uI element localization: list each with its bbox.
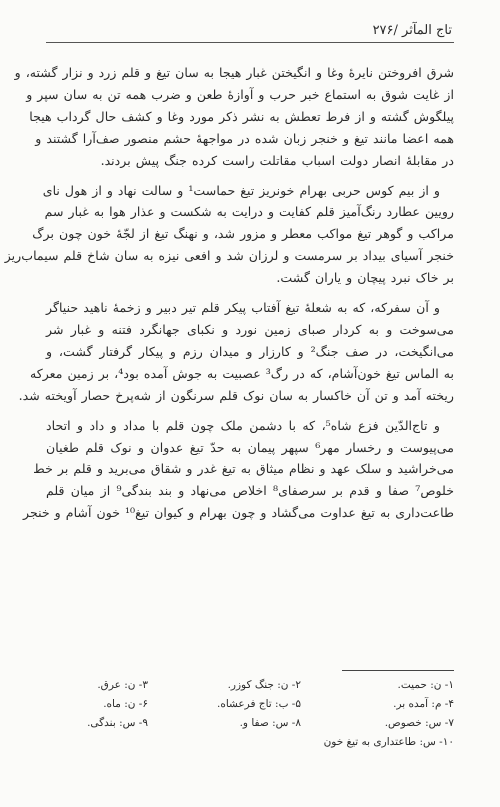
footnote-item: ۴- م: آمده بر. xyxy=(393,698,454,710)
text-line: رویین عطارد رنگ‌آمیز قلم کفایت و درایت به شکست و عذار هوا به غبار سم xyxy=(44,204,454,220)
footnote-divider xyxy=(342,670,454,671)
text-line: شرق افروختن نایرهٔ وغا و انگیختن غبار هیجا به سان تیغ و قلم زرد و نزار گشته، و xyxy=(14,65,454,80)
paragraph-gap xyxy=(46,172,454,180)
footnote-row xyxy=(46,676,454,695)
footnote-row xyxy=(46,695,454,714)
footnote-item: ۹- س: بندگی. xyxy=(87,717,148,729)
paragraph-gap xyxy=(46,289,454,297)
footnote-item: ۲- ن: جنگ کوزر. xyxy=(227,679,301,691)
footnotes xyxy=(46,676,454,752)
paragraph xyxy=(18,297,454,407)
text-line: به الماس تیغ خون‌آشام، که در رگ³ عصبیت به جوش آمده بود⁴، بر زمین معرکه xyxy=(29,365,454,381)
text-line: می‌خراشید و سلک عهد و نظام میثاق به تیغ غدر و شقاق می‌برید و قلم بر خط xyxy=(33,461,454,477)
page-header-title: تاج المآثر /۲۷۶ xyxy=(372,23,452,38)
paragraph-gap xyxy=(46,407,454,415)
footnote-item: ۳- ن: عرق. xyxy=(97,679,148,691)
text-line: مراکب و گوهر تیغ مواکب معطر و مزور شد، و نهنگ تیغ از لجّهٔ خون چون برگ xyxy=(32,226,454,242)
text-line: می‌پیوست و رخسار مهر⁶ سپهر پیمان به حدّ تیغ عدوان و نوک قلم طغیان xyxy=(46,439,454,455)
text-line: ریخته آمد و تن آن خاکسار به سان نوک قلم سرنگون از شه‌پرخ حصار آویخته شد. xyxy=(18,387,454,403)
footnote-item: ۸- س: صفا و. xyxy=(239,717,301,729)
text-line: و از بیم کوس حربی بهرام خونریز تیغ حماست¹ و سالت نهاد و از هول نای xyxy=(42,182,440,198)
text-line: خلوص⁷ صفا و قدم بر سرصفای⁸ اخلاص می‌نهاد و بند بندگی⁹ از میان قلم xyxy=(46,483,455,499)
text-line: و تاج‌الدّین فزع شاه⁵، که با دشمن ملک چون قلم با مداد و داد و اتحاد xyxy=(46,417,441,433)
paragraph xyxy=(23,415,455,525)
text-line: بر خاک نبرد پیچان و یاران گشت. xyxy=(276,270,454,286)
footnote-row xyxy=(46,714,454,733)
text-line: همه اعضا مانند تیغ و خنجر زبان شده در مواجههٔ حشم منصور صف‌آرا گشتند و xyxy=(35,130,454,146)
text-line: پیلگوش گشته و از فرط تعطش به نشر ذکر مورد وغا و کشف حال گرداب هیجا xyxy=(29,108,454,124)
footnote-item: ۵- ب: تاج فرعشاه. xyxy=(216,698,301,710)
text-line: و آن سفرکه، که به شعلهٔ تیغ آفتاب پیکر قلم تیر دبیر و زخمهٔ ناهید حنیاگر xyxy=(46,300,440,316)
text-line: خنجر آسیای بیداد بر سرمست و لرزان شد و افعی نیزه به سان شاخ قلم سیماب‌ریز xyxy=(4,248,454,264)
footnote-item: ۱- ن: حمیت. xyxy=(397,679,454,691)
text-line: در مقابلهٔ انصار دولت اسباب مقاتلت راست کرده جنگ پیش بردند. xyxy=(100,152,454,168)
footnote-row xyxy=(46,733,454,752)
body-text xyxy=(4,62,455,524)
paragraph xyxy=(4,180,454,290)
text-line: از غایت شوق به استماع خبر حرب و آوازهٔ طعن و ضرب همه تن به سان سپر و xyxy=(26,86,454,102)
running-header xyxy=(46,20,454,43)
footnote-item: ۱۰- س: طاعتداری به تیغ خون xyxy=(323,736,454,748)
text-line: می‌سوخت و به کردار صبای زمین نورد و نکبای جهانگرد فتنه و غبار شر xyxy=(46,321,454,337)
paragraph xyxy=(14,62,454,172)
footnote-item: ۶- ن: ماه. xyxy=(103,698,148,710)
footnote-item: ۷- س: خصوص. xyxy=(384,717,454,729)
text-line: می‌انگیخت، در صف جنگ² و کارزار و میدان رزم و پیکار گرفتار گشت، و xyxy=(46,343,454,359)
text-line: طاعت‌داری به تیغ عداوت می‌گشاد و چون بهرام و کیوان تیغ¹⁰ خون آشام و خنجر xyxy=(23,505,454,521)
